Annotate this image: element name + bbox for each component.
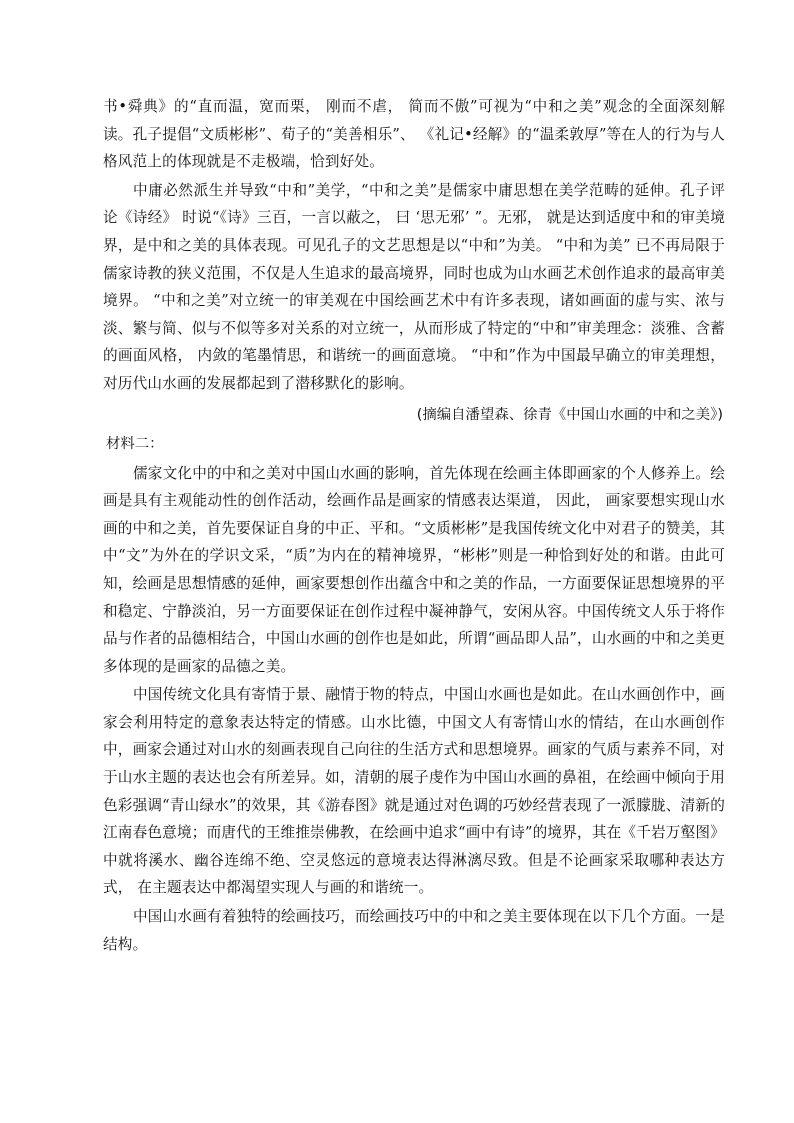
material-two-heading: 材料二： xyxy=(106,435,164,452)
paragraph-zhongyong-aesthetics: 中庸必然派生并导致“中和”美学，“中和之美”是儒家中庸思想在美学范畴的延伸。孔子评论《诗经》 时说“《诗》三百，一言以蔽之， 曰 ‘思无邪’ ”。无邪， 就是达到适度中和的审美境界，是中和之美的具体表现。可见孔子的文艺思想是以“中和”为美。 “中和为美” 已不再局限于儒家诗教的狭义范围，不仅是人生追求的最高境界，同时也成为山水画艺术创作追求的最高审美境界。 “中和之美”对立统一的审美观在中国绘画艺术中有许多表现，诸如画面的虚与实、浓与淡、繁与简、似与不似等多对关系的对立统一，从而形成了特定的“中和”审美理念：淡雅、含蓄的画面风格， 内敛的笔墨情思，和谐统一的画面意境。 “中和”作为中国最早确立的审美理想， 对历代山水画的发展都起到了潜移默化的影响。 xyxy=(103,181,725,392)
document-body xyxy=(103,93,725,958)
paragraph-painting-technique: 中国山水画有着独特的绘画技巧，而绘画技巧中的中和之美主要体现在以下几个方面。一是结构。 xyxy=(103,908,725,953)
source-citation: (摘编自潘望森、徐青《中国山水画的中和之美》) xyxy=(416,406,723,423)
paragraph-continuation: 书•舜典》的“直而温，宽而栗， 刚而不虐， 简而不傲”可视为“中和之美”观念的全面深刻解读。孔子提倡“文质彬彬”、荀子的“美善相乐”、 《礼记•经解》的“温柔敦厚”等在人的行为与人格风范上的体现就是不走极端，恰到好处。 xyxy=(103,98,725,171)
paragraph-painter-cultivation: 儒家文化中的中和之美对中国山水画的影响，首先体现在绘画主体即画家的个人修养上。绘画是具有主观能动性的创作活动，绘画作品是画家的情感表达渠道， 因此， 画家要想实现山水画的中和之美，首先要保证自身的中正、平和。“文质彬彬”是我国传统文化中对君子的赞美，其中“文”为外在的学识文采，“质”为内在的精神境界，“彬彬”则是一种恰到好处的和谐。由此可知，绘画是思想情感的延伸，画家要想创作出蕴含中和之美的作品，一方面要保证思想境界的平和稳定、宁静淡泊，另一方面要保证在创作过程中凝神静气，安闲从容。中国传统文人乐于将作品与作者的品德相结合，中国山水画的创作也是如此，所谓“画品即人品”，山水画的中和之美更多体现的是画家的品德之美。 xyxy=(103,464,725,675)
paragraph-emotion-in-landscape: 中国传统文化具有寄情于景、融情于物的特点，中国山水画也是如此。在山水画创作中，画家会利用特定的意象表达特定的情感。山水比德，中国文人有寄情山水的情结，在山水画创作中，画家会通过对山水的刻画表现自己向往的生活方式和思想境界。画家的气质与素养不同，对于山水主题的表达也会有所差异。如，清朝的展子虔作为中国山水画的鼻祖，在绘画中倾向于用色彩强调“青山绿水”的效果，其《游春图》就是通过对色调的巧妙经营表现了一派朦胧、清新的江南春色意境；而唐代的王维推崇佛教，在绘画中追求“画中有诗”的境界，其在《千岩万壑图》中就将溪水、幽谷连绵不绝、空灵悠远的意境表达得淋漓尽致。但是不论画家采取哪种表达方式， 在主题表达中都渴望实现人与画的和谐统一。 xyxy=(103,686,725,897)
